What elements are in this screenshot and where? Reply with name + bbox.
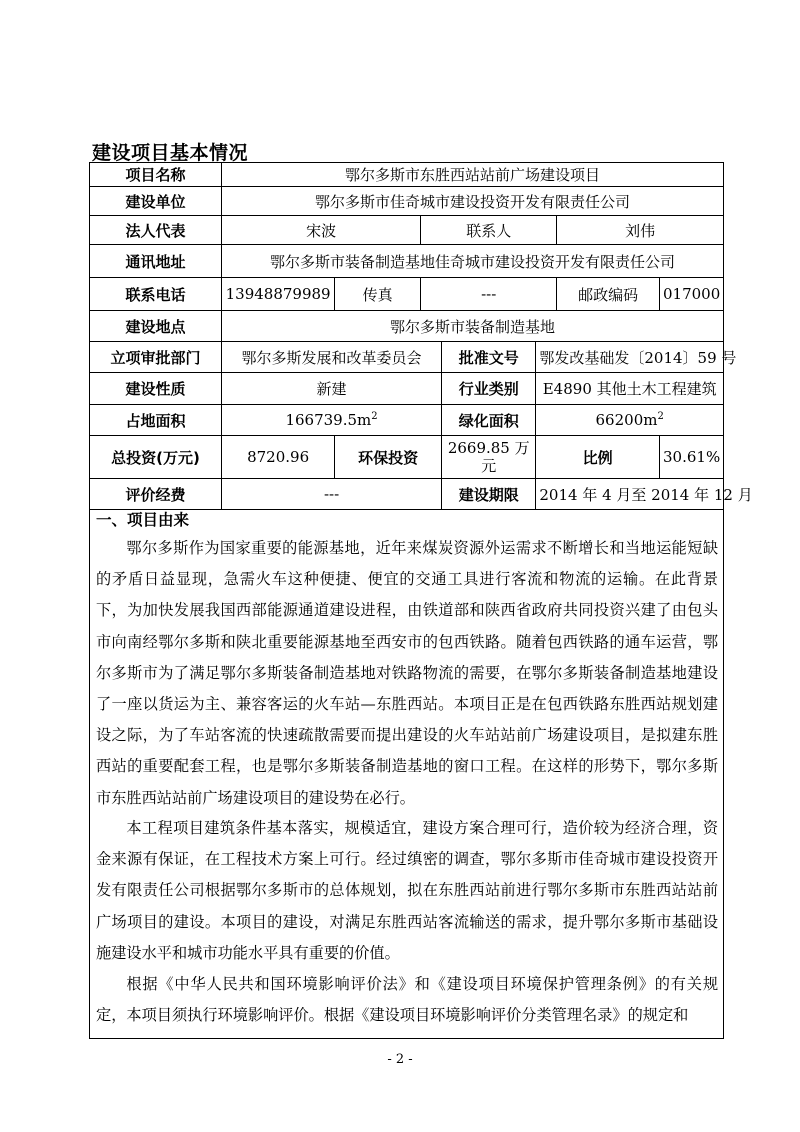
green-area-number: 66200m xyxy=(595,411,658,429)
table-row xyxy=(90,187,724,216)
green-area-unit-exponent: 2 xyxy=(657,411,664,422)
green-area-value xyxy=(536,405,724,436)
page-number: - 2 - xyxy=(387,1052,413,1067)
builder-value: 鄂尔多斯市佳奇城市建设投资开发有限责任公司 xyxy=(222,187,724,216)
table-row xyxy=(90,245,724,278)
approval-doc-label: 批准文号 xyxy=(442,342,536,373)
table-row xyxy=(90,373,724,405)
ratio-label: 比例 xyxy=(536,436,660,479)
contact-value: 刘伟 xyxy=(557,216,724,245)
ratio-value: 30.61% xyxy=(660,436,724,479)
table-row xyxy=(90,405,724,436)
fax-label: 传真 xyxy=(335,278,421,311)
area-unit-exponent: 2 xyxy=(371,411,378,422)
paragraph-3: 根据《中华人民共和国环境影响评价法》和《建设项目环境保护管理条例》的有关规定，本项目须执行环境影响评价。根据《建设项目环境影响评价分类管理名录》的规定和 xyxy=(96,975,718,1025)
approval-doc-value: 鄂发改基础发〔2014〕59 号 xyxy=(536,342,724,373)
industry-value: E4890 其他土木工程建筑 xyxy=(536,373,724,405)
table-row xyxy=(90,436,724,479)
legal-rep-label: 法人代表 xyxy=(90,216,222,245)
env-investment-value: 2669.85 万元 xyxy=(442,436,536,479)
address-value: 鄂尔多斯市装备制造基地佳奇城市建设投资开发有限责任公司 xyxy=(222,245,724,278)
section-heading: 一、项目由来 xyxy=(96,511,190,529)
project-name-label: 项目名称 xyxy=(90,163,222,187)
approval-dept-value: 鄂尔多斯发展和改革委员会 xyxy=(222,342,442,373)
period-label: 建设期限 xyxy=(442,479,536,510)
project-info-table xyxy=(89,162,753,510)
investment-label: 总投资(万元) xyxy=(90,436,222,479)
approval-dept-label: 立项审批部门 xyxy=(90,342,222,373)
builder-label: 建设单位 xyxy=(90,187,222,216)
table-row xyxy=(90,278,724,311)
area-label: 占地面积 xyxy=(90,405,222,436)
eval-cost-value: --- xyxy=(222,479,442,510)
location-value: 鄂尔多斯市装备制造基地 xyxy=(222,311,724,342)
nature-label: 建设性质 xyxy=(90,373,222,405)
table-row xyxy=(90,163,724,187)
page-title: 建设项目基本情况 xyxy=(92,142,249,164)
area-value xyxy=(222,405,442,436)
eval-cost-label: 评价经费 xyxy=(90,479,222,510)
location-label: 建设地点 xyxy=(90,311,222,342)
investment-value: 8720.96 xyxy=(222,436,335,479)
table-row xyxy=(90,216,724,245)
table-row xyxy=(90,342,724,373)
nature-value: 新建 xyxy=(222,373,442,405)
paragraph-1: 鄂尔多斯作为国家重要的能源基地，近年来煤炭资源外运需求不断增长和当地运能短缺的矛盾日益显现，急需火车这种便捷、便宜的交通工具进行客流和物流的运输。在此背景下，为加快发展我国西部能源通道建设进程，由铁道部和陕西省政府共同投资兴建了由包头市向南经鄂尔多斯和陕北重要能源基地至西安市的包西铁路。随着包西铁路的通车运营，鄂尔多斯市为了满足鄂尔多斯装备制造基地对铁路物流的需要，在鄂尔多斯装备制造基地建设了一座以货运为主、兼容客运的火车站—东胜西站。本项目正是在包西铁路东胜西站规划建设之际，为了车站客流的快速疏散需要而提出建设的火车站站前广场建设项目，是拟建东胜西站的重要配套工程，也是鄂尔多斯装备制造基地的窗口工程。在这样的形势下，鄂尔多斯市东胜西站站前广场建设项目的建设势在必行。 xyxy=(96,539,718,807)
project-origin-section xyxy=(89,508,724,1039)
postcode-label: 邮政编码 xyxy=(557,278,660,311)
legal-rep-value: 宋波 xyxy=(222,216,421,245)
area-number: 166739.5m xyxy=(285,411,372,429)
period-value: 2014 年 4 月至 2014 年 12 月 xyxy=(536,479,724,510)
contact-label: 联系人 xyxy=(421,216,557,245)
project-name-value: 鄂尔多斯市东胜西站站前广场建设项目 xyxy=(222,163,724,187)
phone-label: 联系电话 xyxy=(90,278,222,311)
env-investment-label: 环保投资 xyxy=(335,436,442,479)
table-row xyxy=(90,311,724,342)
green-area-label: 绿化面积 xyxy=(442,405,536,436)
postcode-value: 017000 xyxy=(660,278,724,311)
table-row xyxy=(90,479,724,510)
industry-label: 行业类别 xyxy=(442,373,536,405)
address-label: 通讯地址 xyxy=(90,245,222,278)
phone-value: 13948879989 xyxy=(222,278,335,311)
fax-value: --- xyxy=(421,278,557,311)
paragraph-2: 本工程项目建筑条件基本落实，规模适宜，建设方案合理可行，造价较为经济合理，资金来源有保证，在工程技术方案上可行。经过缜密的调查，鄂尔多斯市佳奇城市建设投资开发有限责任公司根据鄂尔多斯市的总体规划，拟在东胜西站前进行鄂尔多斯市东胜西站站前广场项目的建设。本项目的建设，对满足东胜西站客流输送的需求，提升鄂尔多斯市基础设施建设水平和城市功能水平具有重要的价值。 xyxy=(96,819,718,962)
